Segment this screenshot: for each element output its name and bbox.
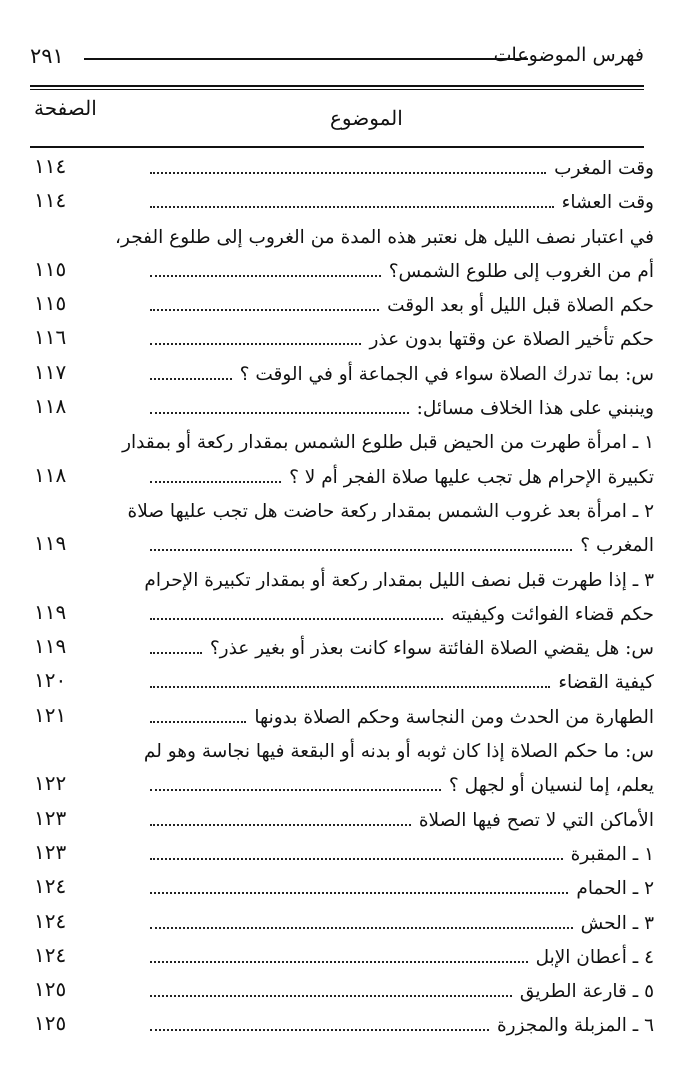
index-entry	[0, 463, 684, 497]
index-entry	[0, 531, 684, 565]
index-entry	[0, 223, 684, 257]
entry-page-number: ١٢٣	[34, 839, 67, 864]
dot-leader	[150, 1029, 489, 1031]
entry-title: وينبني على هذا الخلاف مسائل:	[416, 398, 654, 420]
dot-leader	[150, 206, 554, 208]
index-entry	[0, 154, 684, 188]
dot-leader	[150, 412, 409, 414]
dot-leader	[150, 995, 512, 997]
entry-page-number: ١١٦	[34, 325, 67, 350]
dot-leader	[150, 172, 546, 174]
entry-page-number: ١١٨	[34, 394, 67, 419]
entry-page-number: ١١٤	[34, 188, 67, 213]
entry-page-number: ١٢٥	[34, 1011, 67, 1036]
entry-title: تكبيرة الإحرام هل تجب عليها صلاة الفجر أم لا ؟	[289, 466, 654, 488]
entry-page-number: ١٢٥	[34, 977, 67, 1002]
index-entry	[0, 497, 684, 531]
column-heading-rule	[30, 146, 644, 148]
header-title: فهرس الموضوعات	[493, 44, 644, 66]
entry-title: ١ ـ المقبرة	[570, 843, 654, 865]
entry-title: ٦ ـ المزبلة والمجزرة	[496, 1015, 654, 1037]
index-entry	[0, 1011, 684, 1045]
dot-leader	[150, 824, 411, 826]
entry-page-number: ١٢٠	[34, 668, 67, 693]
entry-title: كيفية القضاء	[558, 672, 654, 694]
page-number: ٢٩١	[30, 44, 64, 68]
entry-title: وقت العشاء	[561, 192, 654, 214]
entry-title: المغرب ؟	[580, 535, 654, 557]
entry-title: ٣ ـ إذا طهرت قبل نصف الليل بمقدار ركعة أو بمقدار تكبيرة الإحرام	[144, 569, 654, 591]
entry-title: حكم تأخير الصلاة عن وقتها بدون عذر	[369, 329, 654, 351]
entry-page-number: ١٢٤	[34, 908, 67, 933]
entry-title: الأماكن التي لا تصح فيها الصلاة	[418, 809, 654, 831]
running-header	[30, 40, 644, 74]
entry-title: ٢ ـ امرأة بعد غروب الشمس بمقدار ركعة حاضت هل تجب عليها صلاة	[127, 500, 654, 522]
dot-leader	[150, 343, 361, 345]
dot-leader	[150, 789, 441, 791]
dot-leader	[150, 686, 550, 688]
entry-title: س: هل يقضي الصلاة الفائتة سواء كانت بعذر أو بغير عذر؟	[209, 638, 654, 660]
entry-page-number: ١١٩	[34, 599, 67, 624]
entry-title: يعلم، إما لنسيان أو لجهل ؟	[448, 775, 654, 797]
dot-leader	[150, 961, 528, 963]
index-entry	[0, 360, 684, 394]
index-entry	[0, 600, 684, 634]
dot-leader	[150, 378, 232, 380]
entry-title: ٢ ـ الحمام	[576, 878, 654, 900]
header-rule	[84, 58, 528, 60]
entry-page-number: ١٢٤	[34, 942, 67, 967]
index-entry	[0, 257, 684, 291]
entry-title: أم من الغروب إلى طلوع الشمس؟	[388, 260, 654, 282]
dot-leader	[150, 858, 563, 860]
entry-page-number: ١١٩	[34, 531, 67, 556]
entry-title: ٤ ـ أعطان الإبل	[535, 946, 654, 968]
entry-page-number: ١٢٢	[34, 771, 67, 796]
dot-leader	[150, 927, 573, 929]
entry-page-number: ١١٤	[34, 154, 67, 178]
index-entry	[0, 703, 684, 737]
entry-page-number: ١٢٤	[34, 874, 67, 899]
dot-leader	[150, 721, 246, 723]
entry-page-number: ١١٥	[34, 256, 67, 281]
dot-leader	[150, 549, 572, 551]
column-heading-page: الصفحة	[34, 96, 97, 120]
dot-leader	[150, 275, 381, 277]
entry-title: وقت المغرب	[554, 158, 654, 179]
dot-leader	[150, 652, 202, 654]
index-entry	[0, 874, 684, 908]
index-entry	[0, 428, 684, 462]
index-entry	[0, 394, 684, 428]
index-entry	[0, 291, 684, 325]
dot-leader	[150, 618, 443, 620]
dot-leader	[150, 481, 281, 483]
dot-leader	[150, 309, 379, 311]
index-entry	[0, 188, 684, 222]
entry-title: الطهارة من الحدث ومن النجاسة وحكم الصلاة بدونها	[254, 706, 654, 728]
index-entry	[0, 806, 684, 840]
column-heading-topic: الموضوع	[330, 106, 403, 130]
entry-page-number: ١١٧	[34, 359, 67, 384]
entry-title: حكم الصلاة قبل الليل أو بعد الوقت	[387, 295, 654, 317]
index-entry	[0, 566, 684, 600]
index-entry	[0, 634, 684, 668]
entry-title: ٣ ـ الحش	[580, 912, 654, 934]
entry-page-number: ١١٩	[34, 634, 67, 659]
entry-page-number: ١١٨	[34, 462, 67, 487]
index-entries	[0, 154, 684, 1046]
index-entry	[0, 771, 684, 805]
index-entry	[0, 737, 684, 771]
header-double-rule	[30, 85, 644, 90]
index-entry	[0, 840, 684, 874]
entry-page-number: ١٢١	[34, 702, 67, 727]
entry-title: س: بما تدرك الصلاة سواء في الجماعة أو في الوقت ؟	[239, 363, 654, 385]
entry-title: في اعتبار نصف الليل هل نعتبر هذه المدة من الغروب إلى طلوع الفجر،	[115, 226, 654, 248]
index-entry	[0, 977, 684, 1011]
entry-title: ٥ ـ قارعة الطريق	[519, 981, 654, 1003]
entry-title: حكم قضاء الفوائت وكيفيته	[451, 603, 654, 625]
index-entry	[0, 325, 684, 359]
dot-leader	[150, 892, 568, 894]
entry-page-number: ١١٥	[34, 291, 67, 316]
entry-page-number: ١٢٣	[34, 805, 67, 830]
entry-title: س: ما حكم الصلاة إذا كان ثوبه أو بدنه أو البقعة فيها نجاسة وهو لم	[143, 741, 654, 763]
index-entry	[0, 943, 684, 977]
entry-title: ١ ـ امرأة طهرت من الحيض قبل طلوع الشمس بمقدار ركعة أو بمقدار	[122, 432, 654, 454]
index-entry	[0, 909, 684, 943]
index-entry	[0, 668, 684, 702]
